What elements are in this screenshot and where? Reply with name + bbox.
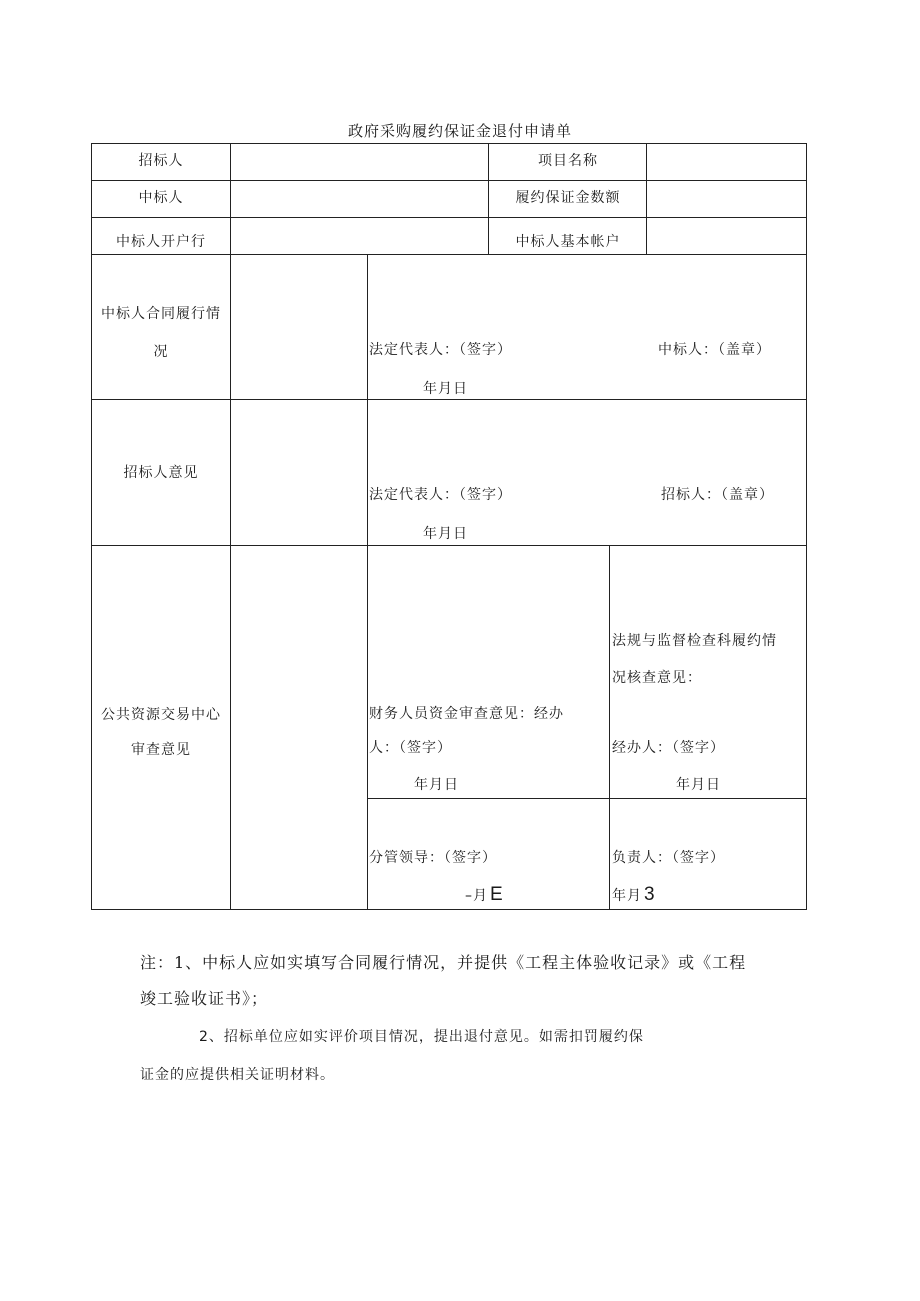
tenderer-label: 招标人: [138, 153, 184, 169]
contract-date: 年月日: [423, 381, 468, 397]
contract-performance-label-cont: 况: [153, 344, 169, 360]
responsible-signature: 负责人：（签字）: [612, 850, 725, 866]
deposit-amount-label: 履约保证金数额: [515, 190, 621, 206]
leader-date: [465, 884, 503, 905]
leader-signature: 分管领导：（签字）: [369, 850, 497, 866]
center-review-label-cont: 审查意见: [131, 742, 191, 758]
tenderer-date: 年月日: [423, 526, 468, 542]
winning-bidder-value-field[interactable]: [232, 181, 489, 217]
supervision-review-text-cont: 况核查意见：: [612, 670, 702, 686]
table-border-bottom: [91, 909, 807, 910]
note-2: 2、招标单位应如实评价项目情况，提出退付意见。如需扣罚履约保: [199, 1029, 644, 1045]
bank-label: 中标人开户行: [116, 234, 206, 250]
basic-account-value-field[interactable]: [647, 218, 806, 254]
leader-date-month: –月: [465, 888, 488, 904]
row-divider: [91, 254, 807, 255]
note-2-cont: 证金的应提供相关证明材料。: [140, 1067, 335, 1083]
supervision-handler-signature: 经办人：（签字）: [612, 740, 725, 756]
row-divider: [91, 545, 807, 546]
leader-date-day: E: [490, 884, 503, 905]
note-1: 注：1、中标人应如实填写合同履行情况，并提供《工程主体验收记录》或《工程: [140, 953, 747, 972]
finance-review-text: 财务人员资金审查意见：经办: [369, 706, 564, 722]
column-divider: [609, 545, 610, 910]
note-1-cont: 竣工验收证书》；: [140, 989, 269, 1008]
contract-legal-rep-signature: 法定代表人：（签字）: [369, 342, 512, 358]
sub-row-divider: [367, 798, 807, 799]
table-border-left: [91, 143, 92, 910]
page-title: 政府采购履约保证金退付申请单: [347, 122, 572, 140]
row-divider: [91, 399, 807, 400]
project-name-value-field[interactable]: [647, 144, 806, 180]
deposit-amount-value-field[interactable]: [647, 181, 806, 217]
column-divider: [367, 254, 368, 910]
supervision-review-text: 法规与监督检查科履约情: [612, 633, 777, 649]
supervision-date: 年月日: [676, 777, 721, 793]
contract-performance-label: 中标人合同履行情: [101, 306, 221, 322]
winning-bidder-label: 中标人: [138, 190, 184, 206]
tenderer-value-field[interactable]: [232, 144, 489, 180]
center-review-label: 公共资源交易中心: [101, 707, 221, 723]
responsible-date: [612, 884, 655, 905]
basic-account-label: 中标人基本帐户: [515, 234, 621, 250]
winner-seal: 中标人：（盖章）: [658, 342, 771, 358]
responsible-date-day: 3: [644, 884, 655, 905]
bank-value-field[interactable]: [232, 218, 489, 254]
project-name-label: 项目名称: [538, 153, 598, 169]
responsible-date-month: 年月: [612, 888, 642, 904]
finance-date: 年月日: [414, 777, 459, 793]
column-divider: [230, 143, 231, 910]
tenderer-legal-rep-signature: 法定代表人：（签字）: [369, 487, 512, 503]
finance-review-text-cont: 人：（签字）: [369, 740, 452, 756]
tenderer-opinion-label: 招标人意见: [123, 465, 199, 481]
table-border-right: [806, 143, 807, 910]
tenderer-seal: 招标人：（盖章）: [661, 487, 774, 503]
